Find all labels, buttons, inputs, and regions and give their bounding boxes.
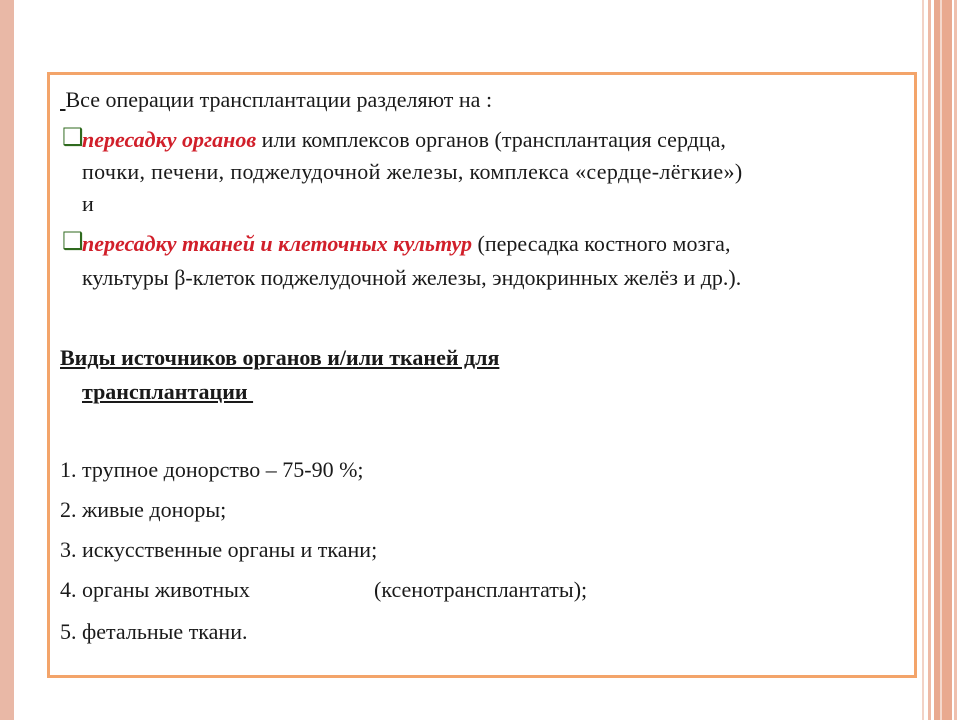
sources-heading-text-2: трансплантации xyxy=(82,379,254,404)
right-decor-stripes xyxy=(918,0,960,720)
bullet-2-text-2: культуры β-клеток поджелудочной железы, эндокринных желёз и др.). xyxy=(82,265,742,290)
source-3-text: 3. искусственные органы и ткани; xyxy=(60,537,378,562)
bullet-2-line-1 xyxy=(82,231,730,257)
bullet-2-text-1: (пересадка костного мозга, xyxy=(472,231,731,256)
bullet-1-line-2 xyxy=(82,159,912,185)
bullet-1-line-1 xyxy=(82,127,912,153)
source-2-text: 2. живые доноры; xyxy=(60,497,227,522)
source-5-text: 5. фетальные ткани. xyxy=(60,619,248,644)
bullet-2-highlight: пересадку тканей и клеточных культур xyxy=(82,231,473,256)
list-item xyxy=(60,619,247,645)
bullet-1-line-3 xyxy=(82,191,94,217)
sources-heading-line-2 xyxy=(82,379,253,405)
bullet-1-text-2: почки, печени, поджелудочной железы, комплекса «сердце-лёгкие») xyxy=(82,159,743,184)
checkbox-icon: ❑ xyxy=(62,123,84,151)
intro-text: Все операции трансплантации разделяют на : xyxy=(65,87,493,112)
list-item xyxy=(60,457,364,483)
source-4-text: 4. органы животных xyxy=(60,577,250,602)
sources-heading-line-1 xyxy=(60,345,499,371)
bullet-2-line-2 xyxy=(82,265,741,291)
source-4-note-text: (ксенотрансплантаты); xyxy=(374,577,588,602)
content-frame xyxy=(47,72,917,678)
left-decor-strip xyxy=(0,0,14,720)
bullet-1-text-1: или комплексов органов (трансплантация сердца, xyxy=(256,127,726,152)
bullet-1-highlight: пересадку органов xyxy=(82,127,257,152)
list-item xyxy=(60,577,250,603)
bullet-1-text-3: и xyxy=(82,191,94,216)
list-item xyxy=(60,537,377,563)
sources-heading-text-1: Виды источников органов и/или тканей для xyxy=(60,345,500,370)
source-1-text: 1. трупное донорство – 75-90 %; xyxy=(60,457,364,482)
list-item xyxy=(60,497,226,523)
source-4-note xyxy=(374,577,587,603)
intro-line xyxy=(60,87,492,113)
checkbox-icon: ❑ xyxy=(62,227,84,255)
